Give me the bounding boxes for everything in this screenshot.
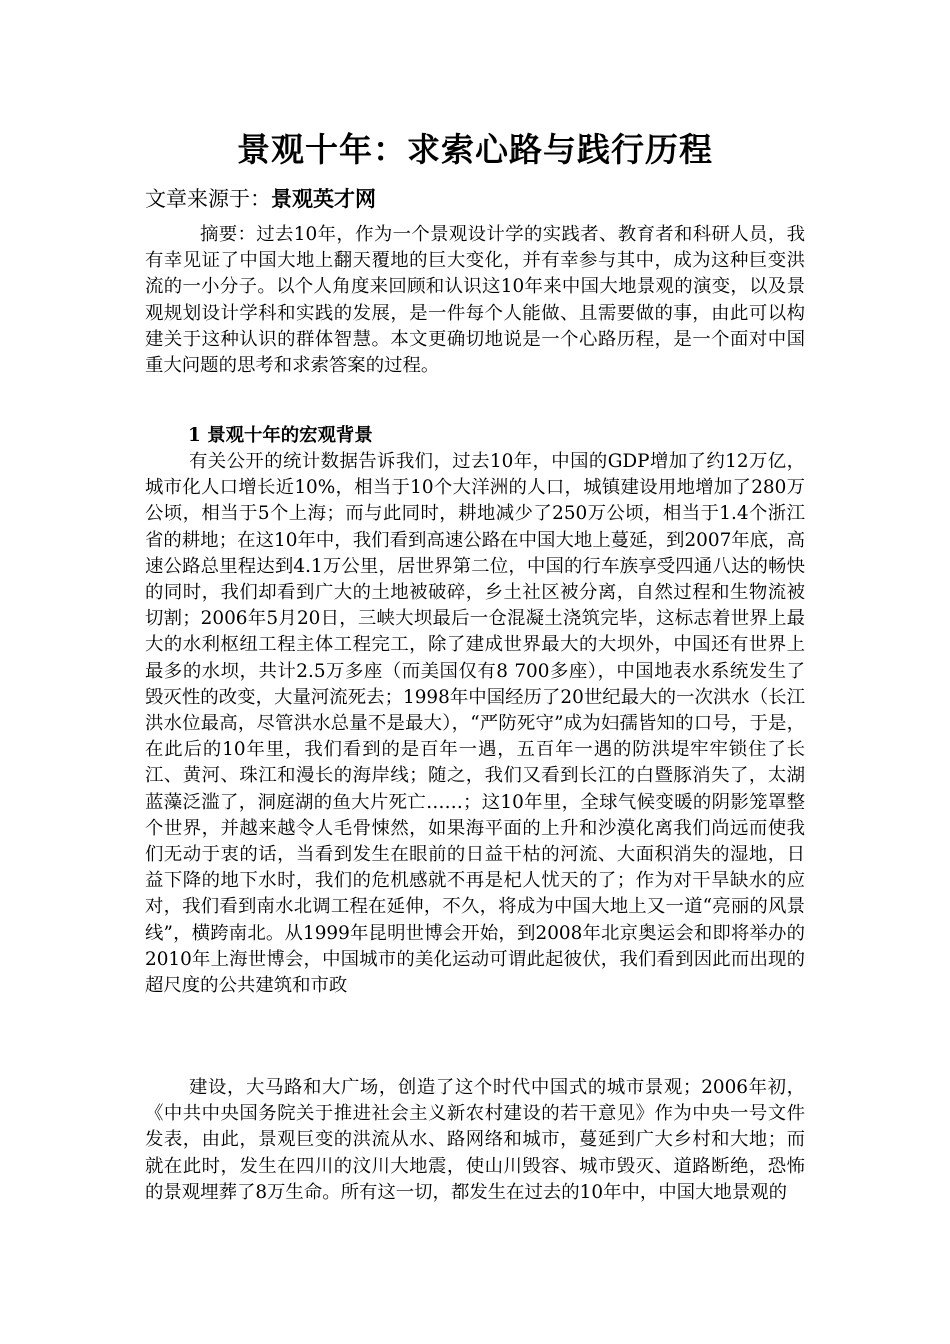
body-paragraph-2: 建设，大马路和大广场，创造了这个时代中国式的城市景观；2006年初，《中共中央国务院关于推进社会主义新农村建设的若干意见》作为中央一号文件发表，由此，景观巨变的洪流从水、路网络和城市，蔓延到广大乡村和大地；而就在此时，发生在四川的汶川大地震，使山川毁容、城市毁灭、道路断绝，恐怖的景观埋葬了8万生命。所有这一切，都发生在过去的10年中，中国大地景观的 [145, 1077, 805, 1203]
body-paragraph-1: 有关公开的统计数据告诉我们，过去10年，中国的GDP增加了约12万亿，城市化人口增长近10%，相当于10个大洋洲的人口，城镇建设用地增加了280万公顷，相当于5个上海；而与此同时，耕地减少了250万公顷，相当于1.4个浙江省的耕地；在这10年中，我们看到高速公路在中国大地上蔓延，到2007年底，高速公路总里程达到4.1万公里，居世界第二位，中国的行车族享受四通八达的畅快的同时，我们却看到广大的土地被破碎，乡土社区被分离，自然过程和生物流被切割；2006年5月20日，三峡大坝最后一仓混凝土浇筑完毕，这标志着世界上最大的水利枢纽工程主体工程完工，除了建成世界最大的大坝外，中国还有世界上最多的水坝，共计2.5万多座（而美国仅有8 700多座），中国地表水系统发生了毁灭性的改变，大量河流死去；1998年中国经历了20世纪最大的一次洪水（长江洪水位最高，尽管洪水总量不是最大），“严防死守”成为妇孺皆知的口号，于是，在此后的10年里，我们看到的是百年一遇，五百年一遇的防洪堤牢牢锁住了长江、黄河、珠江和漫长的海岸线；随之，我们又看到长江的白暨豚消失了，太湖蓝藻泛滥了，洞庭湖的鱼大片死亡……；这10年里，全球气候变暖的阴影笼罩整个世界，并越来越令人毛骨悚然，如果海平面的上升和沙漠化离我们尚远而使我们无动于衷的话，当看到发生在眼前的日益干枯的河流、大面积消失的湿地，日益下降的地下水时，我们的危机感就不再是杞人忧天的了；作为对干旱缺水的应对，我们看到南水北调工程在延伸，不久，将成为中国大地上又一道“亮丽的风景线”，横跨南北。从1999年昆明世博会开始，到2008年北京奥运会和即将举办的2010年上海世博会，中国城市的美化运动可谓此起彼伏，我们看到因此而出现的超尺度的公共建筑和市政 [145, 451, 805, 997]
section-heading: 1 景观十年的宏观背景 [188, 425, 373, 446]
source-name: 景观英才网 [271, 186, 376, 211]
source-label: 文章来源于： [145, 187, 271, 211]
document-title: 景观十年：求索心路与践行历程 [237, 130, 713, 169]
article-source [145, 183, 376, 215]
abstract-paragraph: 摘要：过去10年，作为一个景观设计学的实践者、教育者和科研人员，我有幸见证了中国大地上翻天覆地的巨大变化，并有幸参与其中，成为这种巨变洪流的一小分子。以个人角度来回顾和认识这10年来中国大地景观的演变，以及景观规划设计学科和实践的发展，是一件每个人能做、且需要做的事，由此可以构建关于这种认识的群体智慧。本文更确切地说是一个心路历程，是一个面对中国重大问题的思考和求索答案的过程。 [145, 224, 805, 377]
